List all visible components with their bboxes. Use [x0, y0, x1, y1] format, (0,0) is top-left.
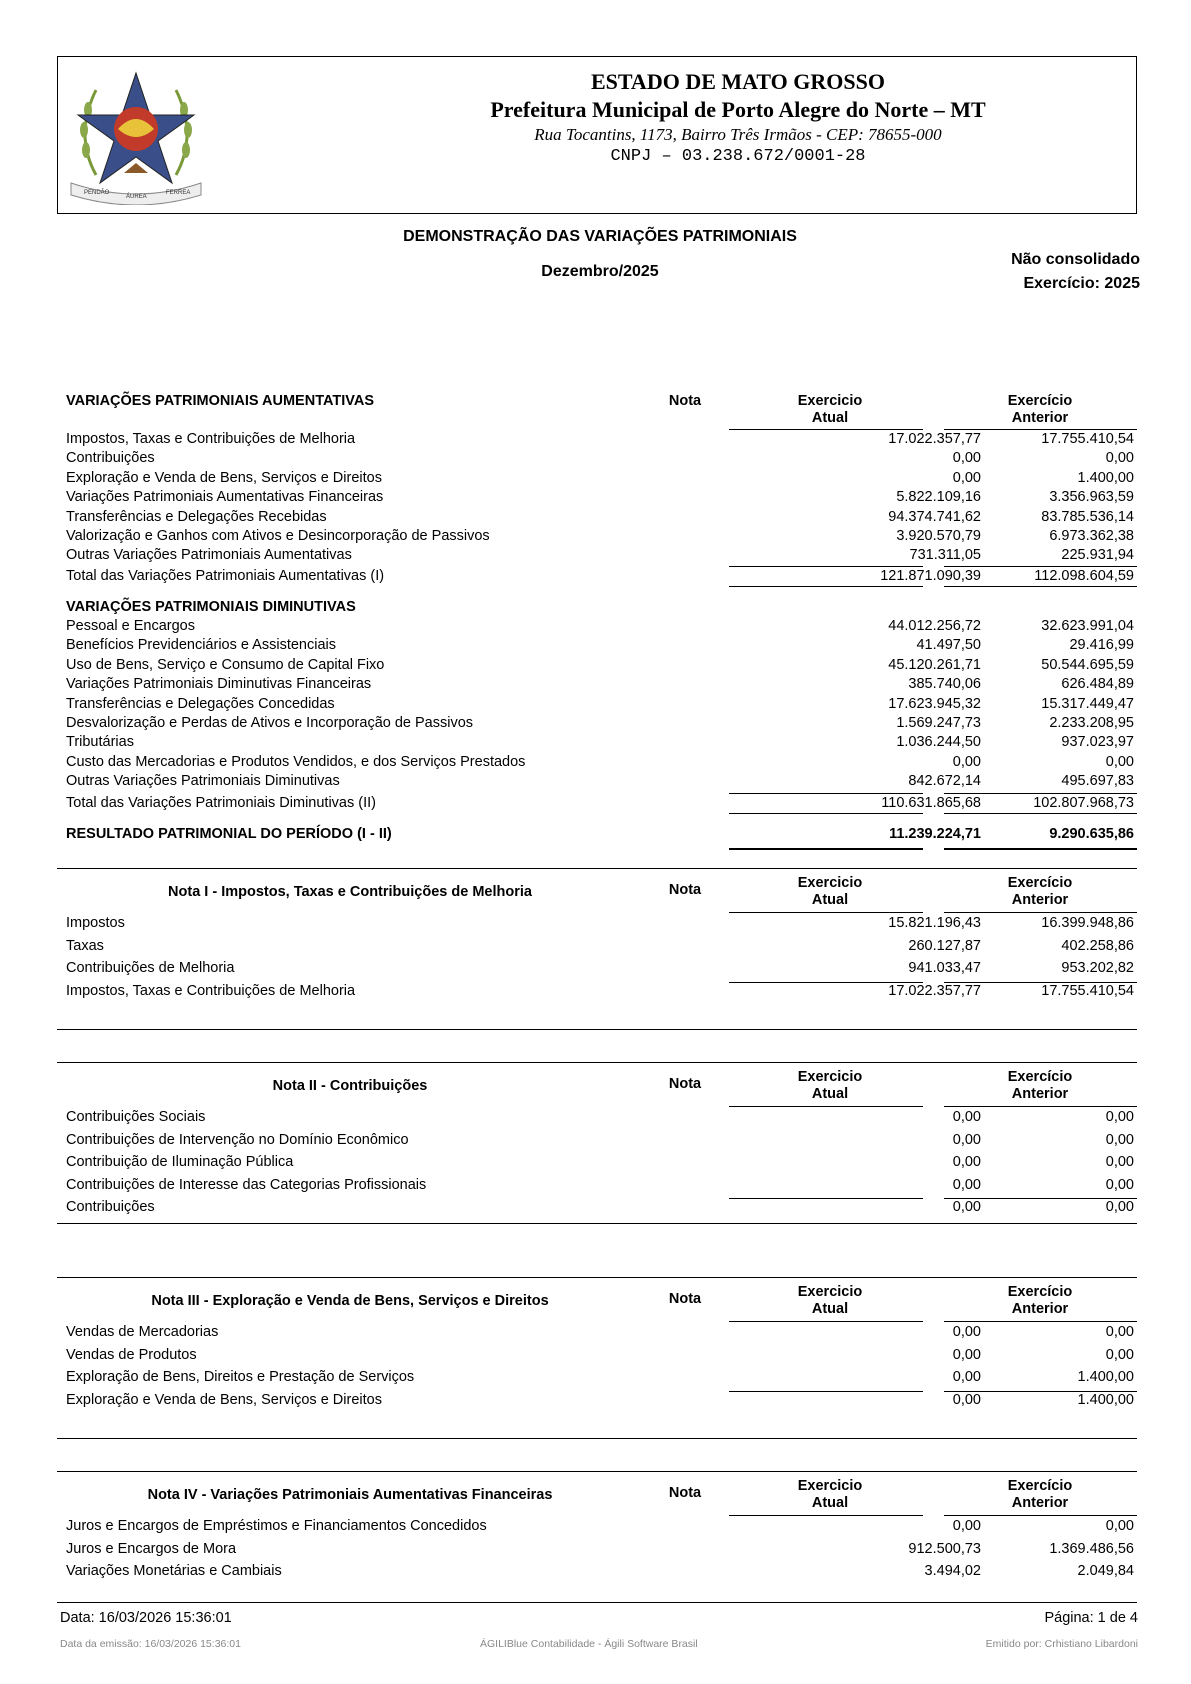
note-row-current-value: 15.821.196,43 [888, 915, 981, 931]
note-row-current-value: 912.500,73 [908, 1540, 981, 1557]
previous-year-header-1: Exercício [1007, 1478, 1073, 1494]
nota-header: Nota [668, 1291, 702, 1307]
previous-year-header-1: Exercício [1007, 1284, 1073, 1300]
diminutiva-row-previous-value: 0,00 [1105, 753, 1134, 770]
current-year-header-1: Exercicio [797, 1478, 863, 1494]
current-year-header-2: Atual [811, 1086, 849, 1102]
aumentativa-row-label: Variações Patrimoniais Aumentativas Financeiras [66, 489, 384, 506]
current-col-rule [729, 1106, 923, 1107]
diminutiva-row [66, 696, 1136, 715]
note-row-label: Taxas [66, 937, 104, 954]
section-aumentativas-title: VARIAÇÕES PATRIMONIAIS AUMENTATIVAS [66, 393, 374, 409]
aumentativa-row-label: Impostos, Taxas e Contribuições de Melhoria [66, 431, 356, 447]
previous-year-header-2: Anterior [1011, 1301, 1069, 1317]
diminutiva-row-label: Pessoal e Encargos [66, 618, 195, 634]
aumentativas-total-row-current-value: 121.871.090,39 [880, 568, 981, 584]
note-row-label: Contribuição de Iluminação Pública [66, 1154, 294, 1171]
nota-header: Nota [668, 1485, 702, 1501]
current-year-header-1: Exercicio [797, 1069, 863, 1085]
note-row-previous-value: 1.369.486,56 [1049, 1540, 1134, 1557]
note-total-row [66, 1392, 1136, 1411]
diminutiva-row [66, 637, 1136, 656]
prefecture-name: Prefeitura Municipal de Porto Alegre do Norte – MT [490, 97, 986, 122]
letterhead [57, 56, 1137, 214]
aumentativa-row [66, 528, 1136, 547]
diminutiva-row-current-value: 1.569.247,73 [896, 715, 981, 731]
previous-year-header-2: Anterior [1011, 1495, 1069, 1511]
current-col-rule [729, 793, 923, 794]
previous-year-header-1: Exercício [1007, 1069, 1073, 1085]
previous-year-header-2: Anterior [1011, 410, 1069, 426]
aumentativa-row-previous-value: 1.400,00 [1077, 469, 1134, 486]
diminutiva-row [66, 773, 1136, 792]
current-year-header-2: Atual [811, 410, 849, 426]
aumentativa-row [66, 450, 1136, 469]
note-total-row-current-value: 0,00 [952, 1391, 981, 1408]
previous-col-rule [944, 1321, 1137, 1322]
diminutiva-row-label: Custo das Mercadorias e Produtos Vendidos, e dos Serviços Prestados [66, 753, 526, 770]
diminutiva-row-label: Outras Variações Patrimoniais Diminutivas [66, 773, 340, 790]
aumentativa-row-label: Transferências e Delegações Recebidas [66, 508, 327, 525]
diminutiva-row-current-value: 0,00 [952, 753, 981, 770]
cnpj: CNPJ – 03.238.672/0001-28 [610, 147, 866, 166]
note-row-label: Juros e Encargos de Empréstimos e Financiamentos Concedidos [66, 1518, 487, 1534]
aumentativas-total-row [66, 568, 1136, 587]
current-col-rule [729, 586, 923, 587]
aumentativa-row-previous-value: 6.973.362,38 [1049, 528, 1134, 544]
diminutivas-total-row [66, 795, 1136, 814]
note-top-rule [57, 868, 1137, 869]
note-row-label: Contribuições Sociais [66, 1109, 206, 1125]
aumentativa-row-current-value: 17.022.357,77 [888, 431, 981, 447]
note-row [66, 1518, 1136, 1537]
aumentativa-row-current-value: 731.311,05 [909, 547, 981, 564]
note-row [66, 1324, 1136, 1343]
diminutiva-row-previous-value: 937.023,97 [1061, 734, 1134, 751]
document-title: DEMONSTRAÇÃO DAS VARIAÇÕES PATRIMONIAIS [403, 228, 797, 245]
previous-col-rule [944, 848, 1137, 850]
note-title: Nota I - Impostos, Taxas e Contribuições de Melhoria [168, 884, 532, 900]
note-row-label: Exploração de Bens, Direitos e Prestação de Serviços [66, 1369, 415, 1386]
note-row-previous-value: 0,00 [1105, 1131, 1134, 1148]
aumentativa-row [66, 431, 1136, 450]
svg-text:ÁUREA: ÁUREA [126, 194, 147, 200]
current-col-rule [729, 912, 923, 913]
aumentativa-row [66, 470, 1136, 489]
aumentativa-row-previous-value: 0,00 [1105, 450, 1134, 467]
current-year-header-2: Atual [811, 892, 849, 908]
note-row-current-value: 0,00 [952, 1369, 981, 1386]
diminutiva-row-current-value: 1.036.244,50 [896, 734, 981, 751]
note-total-row [66, 983, 1136, 1002]
previous-col-rule [944, 429, 1137, 430]
note-row-previous-value: 0,00 [1105, 1176, 1134, 1193]
diminutiva-row-label: Benefícios Previdenciários e Assistenciais [66, 637, 336, 654]
previous-year-header-2: Anterior [1011, 1086, 1069, 1102]
note-top-rule [57, 1062, 1137, 1063]
note-row-previous-value: 2.049,84 [1077, 1563, 1134, 1580]
note-row [66, 915, 1136, 934]
diminutiva-row-current-value: 44.012.256,72 [888, 618, 981, 634]
aumentativa-row-previous-value: 3.356.963,59 [1049, 489, 1134, 506]
note-total-row-previous-value: 17.755.410,54 [1041, 982, 1134, 999]
previous-year-header-1: Exercício [1007, 393, 1073, 409]
current-col-rule [729, 848, 923, 850]
note-row-previous-value: 0,00 [1105, 1154, 1134, 1171]
note-row-label: Contribuições de Melhoria [66, 960, 235, 977]
note-row-current-value: 0,00 [952, 1324, 981, 1340]
previous-col-rule [944, 1106, 1137, 1107]
nota-header: Nota [668, 393, 702, 409]
footer-emission: Data da emissão: 16/03/2026 15:36:01 [60, 1638, 241, 1650]
nota-header: Nota [668, 882, 702, 898]
aumentativa-row-previous-value: 83.785.536,14 [1041, 508, 1134, 525]
note-row-previous-value: 953.202,82 [1061, 960, 1134, 977]
note-row [66, 1132, 1136, 1151]
diminutiva-row [66, 618, 1136, 637]
diminutiva-row-label: Tributárias [66, 734, 134, 751]
diminutiva-row-previous-value: 29.416,99 [1069, 637, 1134, 654]
diminutiva-row-label: Desvalorização e Perdas de Ativos e Incorporação de Passivos [66, 715, 474, 731]
note-row-label: Juros e Encargos de Mora [66, 1540, 237, 1557]
aumentativa-row-previous-value: 225.931,94 [1061, 547, 1134, 564]
diminutiva-row [66, 676, 1136, 695]
footer-page: Página: 1 de 4 [1044, 1610, 1138, 1626]
previous-col-rule [944, 1515, 1137, 1516]
aumentativa-row-current-value: 0,00 [952, 469, 981, 486]
note-row-current-value: 0,00 [952, 1518, 981, 1534]
note-row-current-value: 0,00 [952, 1131, 981, 1148]
note-top-rule [57, 1471, 1137, 1472]
resultado-patrimonial-row-previous-value: 9.290.635,86 [1049, 826, 1134, 842]
svg-text:PENDÃO: PENDÃO [84, 190, 110, 196]
note-total-row-current-value: 17.022.357,77 [888, 982, 981, 999]
note-total-row [66, 1199, 1136, 1218]
diminutiva-row-previous-value: 2.233.208,95 [1049, 715, 1134, 731]
diminutiva-row-previous-value: 50.544.695,59 [1041, 656, 1134, 673]
note-row [66, 1177, 1136, 1196]
note-bottom-rule [57, 1223, 1137, 1224]
section-diminutivas-title: VARIAÇÕES PATRIMONIAIS DIMINUTIVAS [66, 599, 356, 615]
diminutiva-row-previous-value: 15.317.449,47 [1041, 695, 1134, 712]
diminutiva-row-current-value: 385.740,06 [908, 676, 981, 693]
note-row [66, 960, 1136, 979]
note-row [66, 1563, 1136, 1582]
diminutiva-row-current-value: 17.623.945,32 [888, 695, 981, 712]
note-row-previous-value: 16.399.948,86 [1041, 915, 1134, 931]
note-row-current-value: 0,00 [952, 1176, 981, 1193]
exercise-year: Exercício: 2025 [1023, 275, 1140, 292]
note-row-label: Contribuições de Intervenção no Domínio Econômico [66, 1131, 409, 1148]
state-name: ESTADO DE MATO GROSSO [590, 69, 885, 94]
current-year-header-2: Atual [811, 1301, 849, 1317]
diminutiva-row [66, 715, 1136, 734]
diminutiva-row-previous-value: 626.484,89 [1061, 676, 1134, 693]
note-row-current-value: 3.494,02 [924, 1563, 981, 1580]
note-bottom-rule [57, 1029, 1137, 1030]
footer-software: ÁGILIBlue Contabilidade - Ágili Software Brasil [480, 1638, 698, 1650]
aumentativa-row [66, 509, 1136, 528]
current-col-rule [729, 429, 923, 430]
coat-of-arms-icon [66, 65, 206, 205]
current-col-rule [729, 566, 923, 567]
resultado-patrimonial-row-current-value: 11.239.224,71 [889, 826, 981, 842]
aumentativa-row [66, 547, 1136, 566]
diminutiva-row-label: Uso de Bens, Serviço e Consumo de Capital Fixo [66, 656, 385, 673]
note-row-current-value: 941.033,47 [908, 960, 981, 977]
diminutivas-total-row-current-value: 110.631.865,68 [881, 795, 981, 811]
diminutiva-row [66, 734, 1136, 753]
diminutiva-row-label: Variações Patrimoniais Diminutivas Financeiras [66, 676, 372, 693]
note-row-current-value: 0,00 [952, 1154, 981, 1171]
note-total-row-previous-value: 0,00 [1105, 1199, 1134, 1216]
aumentativas-total-row-label: Total das Variações Patrimoniais Aumentativas (I) [66, 568, 385, 584]
aumentativa-row-label: Exploração e Venda de Bens, Serviços e Direitos [66, 469, 382, 486]
note-total-row-previous-value: 1.400,00 [1077, 1391, 1134, 1408]
previous-col-rule [944, 793, 1137, 794]
svg-text:FERREA: FERREA [166, 190, 191, 196]
note-row-label: Impostos [66, 915, 125, 931]
note-row-previous-value: 0,00 [1105, 1346, 1134, 1363]
aumentativa-row-previous-value: 17.755.410,54 [1041, 431, 1134, 447]
diminutiva-row-current-value: 41.497,50 [916, 637, 981, 654]
aumentativa-row-current-value: 94.374.741,62 [888, 508, 981, 525]
nota-header: Nota [668, 1076, 702, 1092]
note-total-row-current-value: 0,00 [952, 1199, 981, 1216]
note-row-label: Contribuições de Interesse das Categorias Profissionais [66, 1176, 427, 1193]
diminutiva-row [66, 754, 1136, 773]
diminutiva-row [66, 657, 1136, 676]
note-total-row-label: Impostos, Taxas e Contribuições de Melhoria [66, 982, 356, 999]
note-row [66, 1154, 1136, 1173]
note-total-row-label: Contribuições [66, 1199, 155, 1216]
note-row-label: Vendas de Produtos [66, 1346, 197, 1363]
note-row [66, 1369, 1136, 1388]
note-row-previous-value: 1.400,00 [1077, 1369, 1134, 1386]
note-row [66, 1109, 1136, 1128]
diminutiva-row-previous-value: 32.623.991,04 [1041, 618, 1134, 634]
consolidation-status: Não consolidado [1011, 251, 1140, 268]
previous-year-header-2: Anterior [1011, 892, 1069, 908]
diminutiva-row-label: Transferências e Delegações Concedidas [66, 695, 335, 712]
current-col-rule [729, 1515, 923, 1516]
aumentativa-row-label: Contribuições [66, 450, 155, 467]
previous-year-header-1: Exercício [1007, 875, 1073, 891]
diminutiva-row-current-value: 45.120.261,71 [888, 656, 981, 673]
aumentativas-total-row-previous-value: 112.098.604,59 [1034, 568, 1134, 584]
previous-col-rule [944, 566, 1137, 567]
diminutiva-row-current-value: 842.672,14 [908, 773, 981, 790]
aumentativa-row-current-value: 3.920.570,79 [896, 528, 981, 544]
footer-divider [57, 1602, 1137, 1603]
note-row [66, 1347, 1136, 1366]
aumentativa-row-current-value: 0,00 [952, 450, 981, 467]
current-year-header-1: Exercicio [797, 1284, 863, 1300]
address: Rua Tocantins, 1173, Bairro Três Irmãos - CEP: 78655-000 [534, 125, 942, 144]
note-row-previous-value: 0,00 [1105, 1324, 1134, 1340]
note-row-current-value: 260.127,87 [908, 937, 981, 954]
current-year-header-1: Exercicio [797, 393, 863, 409]
diminutiva-row-previous-value: 495.697,83 [1061, 773, 1134, 790]
footer-date: Data: 16/03/2026 15:36:01 [60, 1610, 232, 1626]
current-col-rule [729, 1321, 923, 1322]
note-row-previous-value: 402.258,86 [1061, 937, 1134, 954]
aumentativa-row-label: Outras Variações Patrimoniais Aumentativas [66, 547, 352, 564]
resultado-patrimonial-row [66, 826, 1136, 845]
diminutivas-total-row-label: Total das Variações Patrimoniais Diminutivas (II) [66, 795, 376, 811]
note-row-previous-value: 0,00 [1105, 1518, 1134, 1534]
resultado-patrimonial-row-label: RESULTADO PATRIMONIAL DO PERÍODO (I - II) [66, 826, 392, 842]
note-row [66, 938, 1136, 957]
current-year-header-1: Exercicio [797, 875, 863, 891]
note-title: Nota IV - Variações Patrimoniais Aumentativas Financeiras [147, 1487, 553, 1503]
current-year-header-2: Atual [811, 1495, 849, 1511]
note-bottom-rule [57, 1438, 1137, 1439]
note-title: Nota III - Exploração e Venda de Bens, Serviços e Direitos [151, 1293, 549, 1309]
aumentativa-row-label: Valorização e Ganhos com Ativos e Desincorporação de Passivos [66, 528, 490, 544]
aumentativa-row [66, 489, 1136, 508]
previous-col-rule [944, 912, 1137, 913]
note-top-rule [57, 1277, 1137, 1278]
document-period: Dezembro/2025 [541, 263, 659, 280]
note-row-label: Variações Monetárias e Cambiais [66, 1563, 282, 1580]
aumentativa-row-current-value: 5.822.109,16 [896, 489, 981, 506]
current-col-rule [729, 813, 923, 814]
note-row [66, 1541, 1136, 1560]
note-row-label: Vendas de Mercadorias [66, 1324, 219, 1340]
previous-col-rule [944, 813, 1137, 814]
note-title: Nota II - Contribuições [272, 1078, 428, 1094]
footer-issued-by: Emitido por: Crhistiano Libardoni [985, 1638, 1138, 1650]
previous-col-rule [944, 586, 1137, 587]
note-row-current-value: 0,00 [952, 1109, 981, 1125]
note-row-previous-value: 0,00 [1105, 1109, 1134, 1125]
note-total-row-label: Exploração e Venda de Bens, Serviços e Direitos [66, 1391, 382, 1408]
diminutivas-total-row-previous-value: 102.807.968,73 [1033, 795, 1134, 811]
note-row-current-value: 0,00 [952, 1346, 981, 1363]
